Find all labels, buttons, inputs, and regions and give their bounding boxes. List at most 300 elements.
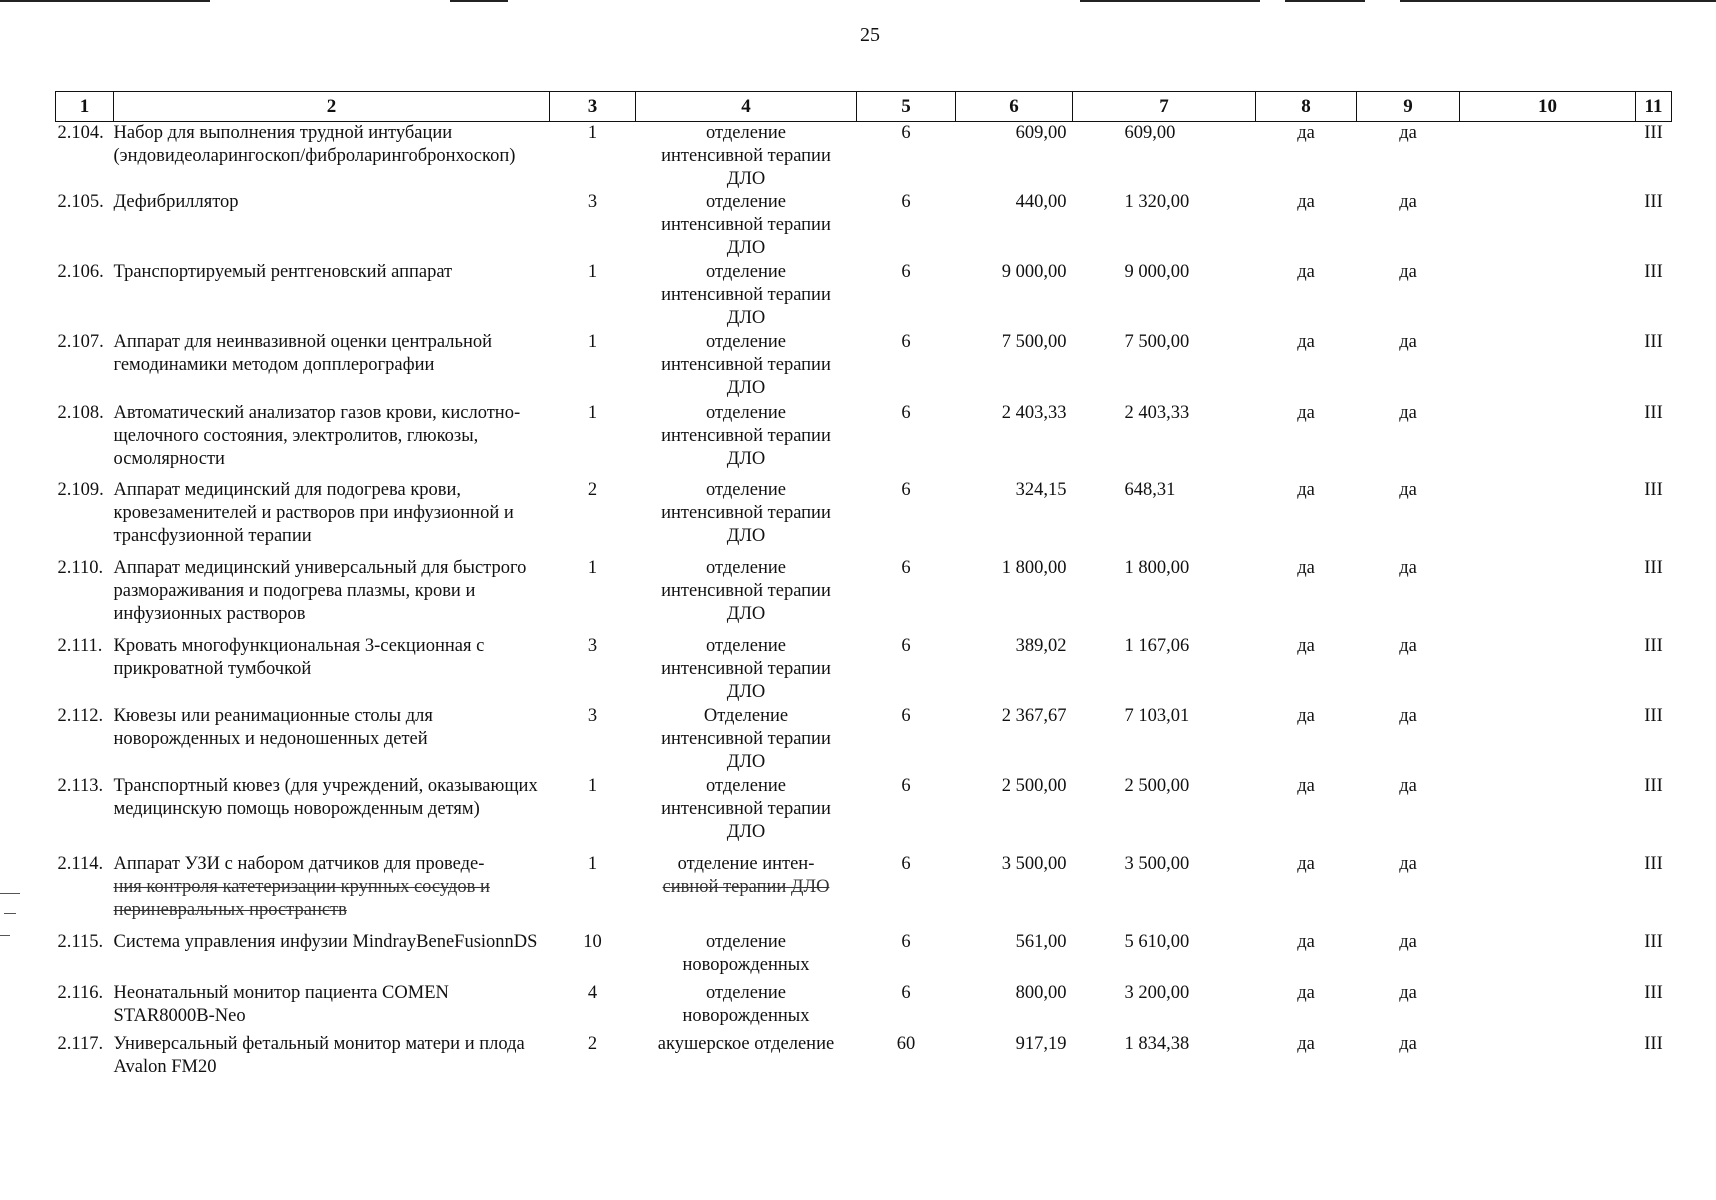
item-col8: [1256, 122, 1357, 192]
item-name-text: Система управления инфузии MindrayBeneFusionnDS: [113, 932, 538, 952]
item-col5: [857, 402, 956, 479]
item-total-text: 7 500,00: [1124, 332, 1190, 352]
item-number: [56, 982, 114, 1033]
item-number-text: 2.116.: [57, 983, 104, 1003]
item-name: [114, 1033, 550, 1093]
item-number-text: 2.107.: [57, 332, 104, 352]
item-total: [1073, 705, 1256, 775]
item-col11-text: III: [1644, 480, 1663, 500]
item-price: [956, 191, 1073, 261]
item-total: [1073, 402, 1256, 479]
item-col10: [1460, 191, 1636, 261]
item-number-text: 2.104.: [57, 123, 104, 143]
item-col8: [1256, 775, 1357, 853]
table-row: [56, 1033, 1672, 1093]
item-quantity: [550, 853, 636, 931]
item-price: [956, 982, 1073, 1033]
item-col8-text: да: [1297, 262, 1315, 282]
item-price-text: 389,02: [1015, 636, 1067, 656]
item-col5-text: 6: [901, 636, 911, 656]
item-col5: [857, 705, 956, 775]
item-department: [636, 191, 857, 261]
item-col9-text: да: [1399, 123, 1417, 143]
item-col8: [1256, 853, 1357, 931]
item-quantity-text: 1: [587, 776, 598, 796]
item-price-text: 324,15: [1015, 480, 1067, 500]
item-department: [636, 261, 857, 331]
item-col8-text: да: [1297, 123, 1315, 143]
item-department-struck-text: сивной терапии ДЛО: [662, 877, 830, 897]
top-edge-line: [450, 0, 508, 2]
item-total-text: 648,31: [1124, 480, 1176, 500]
item-quantity: [550, 705, 636, 775]
item-price-text: 2 367,67: [1001, 706, 1067, 726]
column-header: 3: [550, 92, 636, 122]
item-number-text: 2.111.: [57, 636, 103, 656]
item-total-text: 9 000,00: [1124, 262, 1190, 282]
item-department: [636, 1033, 857, 1093]
item-department-text: отделение новорожденных: [682, 983, 810, 1026]
item-col9-text: да: [1399, 558, 1417, 578]
item-col8: [1256, 931, 1357, 982]
item-department-text: акушерское отделение: [657, 1034, 835, 1054]
item-total-text: 1 320,00: [1124, 192, 1190, 212]
item-col11-text: III: [1644, 983, 1663, 1003]
item-col10: [1460, 402, 1636, 479]
item-col9-text: да: [1399, 706, 1417, 726]
item-total: [1073, 261, 1256, 331]
item-quantity: [550, 331, 636, 402]
item-total: [1073, 775, 1256, 853]
item-price-text: 7 500,00: [1001, 332, 1067, 352]
item-number-text: 2.110.: [57, 558, 104, 578]
item-col10: [1460, 261, 1636, 331]
item-number: [56, 331, 114, 402]
item-name: [114, 705, 550, 775]
table-row: [56, 705, 1672, 775]
item-col11: [1636, 853, 1672, 931]
item-total-text: 1 834,38: [1124, 1034, 1190, 1054]
item-price: [956, 261, 1073, 331]
item-col11-text: III: [1644, 403, 1663, 423]
item-total: [1073, 853, 1256, 931]
item-department: [636, 931, 857, 982]
item-col9: [1357, 557, 1460, 635]
item-col8: [1256, 191, 1357, 261]
item-col11: [1636, 705, 1672, 775]
item-total-text: 7 103,01: [1124, 706, 1190, 726]
item-col9: [1357, 122, 1460, 192]
item-name: [114, 931, 550, 982]
item-name: [114, 982, 550, 1033]
item-quantity: [550, 982, 636, 1033]
item-price-text: 440,00: [1015, 192, 1067, 212]
item-price: [956, 557, 1073, 635]
item-quantity: [550, 191, 636, 261]
item-quantity-text: 1: [587, 854, 598, 874]
item-col10: [1460, 331, 1636, 402]
item-total: [1073, 331, 1256, 402]
item-department-text: отделение интенсивной терапии ДЛО: [661, 332, 831, 398]
item-name-text: Кровать многофункциональная 3-секционная с прикроватной тумбочкой: [113, 636, 485, 679]
item-name: [114, 122, 550, 192]
item-total-text: 3 200,00: [1124, 983, 1190, 1003]
item-number: [56, 122, 114, 192]
item-total-text: 2 403,33: [1124, 403, 1190, 423]
item-col8: [1256, 982, 1357, 1033]
item-department-text: отделение интенсивной терапии ДЛО: [661, 480, 831, 546]
item-department-text: отделение интенсивной терапии ДЛО: [661, 636, 831, 702]
item-number-text: 2.113.: [57, 776, 104, 796]
item-quantity-text: 2: [587, 1034, 598, 1054]
item-quantity-text: 3: [587, 636, 598, 656]
item-col9-text: да: [1399, 403, 1417, 423]
item-col11: [1636, 122, 1672, 192]
table-row: [56, 982, 1672, 1033]
item-number: [56, 853, 114, 931]
item-col11-text: III: [1644, 332, 1663, 352]
column-header: 5: [857, 92, 956, 122]
item-department-text: отделение интенсивной терапии ДЛО: [661, 403, 831, 469]
item-col5-text: 6: [901, 706, 911, 726]
item-name-text: Аппарат медицинский для подогрева крови, кровезаменителей и растворов при инфузионной и трансфузионной терапии: [113, 480, 514, 546]
item-col8: [1256, 1033, 1357, 1093]
item-col9-text: да: [1399, 983, 1417, 1003]
item-total-text: 5 610,00: [1124, 932, 1190, 952]
item-quantity: [550, 557, 636, 635]
item-col8: [1256, 402, 1357, 479]
item-col8: [1256, 479, 1357, 557]
item-quantity-text: 2: [587, 480, 598, 500]
item-quantity-text: 1: [587, 403, 598, 423]
item-total-text: 2 500,00: [1124, 776, 1190, 796]
item-col5-text: 60: [896, 1034, 916, 1054]
item-col11: [1636, 931, 1672, 982]
item-quantity-text: 1: [587, 558, 598, 578]
column-header: 4: [636, 92, 857, 122]
item-total: [1073, 982, 1256, 1033]
item-name: [114, 635, 550, 705]
item-col9-text: да: [1399, 636, 1417, 656]
margin-mark: [0, 935, 10, 936]
item-department: [636, 122, 857, 192]
item-col11-text: III: [1644, 932, 1663, 952]
item-department: [636, 331, 857, 402]
table-row: [56, 557, 1672, 635]
item-quantity: [550, 122, 636, 192]
item-col5-text: 6: [901, 123, 911, 143]
item-col5-text: 6: [901, 558, 911, 578]
item-name: [114, 402, 550, 479]
item-col9-text: да: [1399, 332, 1417, 352]
item-col9: [1357, 635, 1460, 705]
item-price-text: 2 500,00: [1001, 776, 1067, 796]
item-col5: [857, 1033, 956, 1093]
item-price-text: 1 800,00: [1001, 558, 1067, 578]
item-col9: [1357, 982, 1460, 1033]
item-quantity-text: 1: [587, 262, 598, 282]
item-department-text: отделение новорожденных: [682, 932, 810, 975]
item-quantity: [550, 402, 636, 479]
item-col9-text: да: [1399, 192, 1417, 212]
item-col11: [1636, 331, 1672, 402]
item-col8: [1256, 261, 1357, 331]
item-col10: [1460, 982, 1636, 1033]
item-col5-text: 6: [901, 776, 911, 796]
item-quantity: [550, 261, 636, 331]
item-name-text: Транспортируемый рентгеновский аппарат: [113, 262, 453, 282]
item-name: [114, 557, 550, 635]
item-quantity: [550, 775, 636, 853]
item-quantity-text: 1: [587, 332, 598, 352]
item-col8: [1256, 635, 1357, 705]
item-col9: [1357, 191, 1460, 261]
item-col5-text: 6: [901, 332, 911, 352]
table-row: [56, 261, 1672, 331]
item-quantity-text: 3: [587, 706, 598, 726]
item-col9: [1357, 853, 1460, 931]
item-col8-text: да: [1297, 480, 1315, 500]
column-header: 9: [1357, 92, 1460, 122]
item-col10: [1460, 635, 1636, 705]
item-department-text: Отделение интенсивной терапии ДЛО: [661, 706, 831, 772]
item-number: [56, 635, 114, 705]
table-body: [56, 122, 1672, 1094]
item-col9-text: да: [1399, 932, 1417, 952]
item-name-text: Кювезы или реанимационные столы для новорожденных и недоношенных детей: [113, 706, 433, 749]
top-edge-line: [0, 0, 210, 2]
table-row: [56, 402, 1672, 479]
column-header: 8: [1256, 92, 1357, 122]
item-col5-text: 6: [901, 480, 911, 500]
item-col11: [1636, 1033, 1672, 1093]
item-col8: [1256, 331, 1357, 402]
item-col10: [1460, 557, 1636, 635]
item-number: [56, 191, 114, 261]
page-number: 25: [860, 24, 880, 46]
column-header: 7: [1073, 92, 1256, 122]
item-price: [956, 331, 1073, 402]
item-col5: [857, 261, 956, 331]
item-department: [636, 402, 857, 479]
item-total: [1073, 122, 1256, 192]
item-number-text: 2.115.: [57, 932, 104, 952]
item-name: [114, 261, 550, 331]
item-col8-text: да: [1297, 706, 1315, 726]
item-price: [956, 705, 1073, 775]
item-name-text: Аппарат УЗИ с набором датчиков для проведе-: [113, 854, 485, 874]
item-col5: [857, 191, 956, 261]
item-price: [956, 853, 1073, 931]
item-total-text: 1 167,06: [1124, 636, 1190, 656]
item-name-text: Набор для выполнения трудной интубации (эндовидеоларингоскоп/фиброларингобронхоскоп): [113, 123, 516, 166]
item-col11-text: III: [1644, 192, 1663, 212]
item-total: [1073, 191, 1256, 261]
item-col5-text: 6: [901, 854, 911, 874]
item-col5: [857, 775, 956, 853]
item-col9: [1357, 705, 1460, 775]
item-col8-text: да: [1297, 854, 1315, 874]
item-price: [956, 122, 1073, 192]
item-col5: [857, 931, 956, 982]
item-col10: [1460, 1033, 1636, 1093]
item-col11-text: III: [1644, 558, 1663, 578]
item-department-text: отделение интен-: [677, 854, 815, 874]
margin-mark: [4, 913, 16, 914]
item-department: [636, 853, 857, 931]
item-number: [56, 931, 114, 982]
item-name: [114, 775, 550, 853]
item-col11: [1636, 191, 1672, 261]
item-col8-text: да: [1297, 403, 1315, 423]
item-name-text: Аппарат медицинский универсальный для быстрого размораживания и подогрева плазмы, крови и инфузионных растворов: [113, 558, 527, 624]
item-col11-text: III: [1644, 262, 1663, 282]
margin-mark: [0, 893, 20, 894]
item-name: [114, 479, 550, 557]
item-number: [56, 1033, 114, 1093]
item-price-text: 9 000,00: [1001, 262, 1067, 282]
column-header: 10: [1460, 92, 1636, 122]
item-col11: [1636, 402, 1672, 479]
item-name-struck-text: ния контроля катетеризации крупных сосудов и периневральных пространств: [113, 877, 490, 920]
item-col8: [1256, 557, 1357, 635]
item-col11-text: III: [1644, 123, 1663, 143]
item-col9: [1357, 331, 1460, 402]
column-header: 6: [956, 92, 1073, 122]
item-col11-text: III: [1644, 706, 1663, 726]
item-name: [114, 853, 550, 931]
item-col9-text: да: [1399, 854, 1417, 874]
item-col9: [1357, 931, 1460, 982]
item-col9: [1357, 479, 1460, 557]
item-col9: [1357, 261, 1460, 331]
item-department: [636, 775, 857, 853]
item-col8-text: да: [1297, 776, 1315, 796]
item-col10: [1460, 775, 1636, 853]
item-number-text: 2.109.: [57, 480, 104, 500]
table-row: [56, 853, 1672, 931]
item-name: [114, 331, 550, 402]
item-col9: [1357, 1033, 1460, 1093]
item-col5: [857, 331, 956, 402]
item-col10: [1460, 705, 1636, 775]
column-header: 11: [1636, 92, 1672, 122]
item-number: [56, 479, 114, 557]
item-col11: [1636, 982, 1672, 1033]
item-number-text: 2.106.: [57, 262, 104, 282]
item-department: [636, 635, 857, 705]
item-col5: [857, 479, 956, 557]
table-row: [56, 191, 1672, 261]
table-row: [56, 122, 1672, 192]
item-col8-text: да: [1297, 192, 1315, 212]
item-price: [956, 1033, 1073, 1093]
top-edge-line: [1400, 0, 1716, 2]
item-col8-text: да: [1297, 636, 1315, 656]
item-quantity-text: 4: [587, 983, 598, 1003]
item-col5-text: 6: [901, 983, 911, 1003]
item-quantity: [550, 479, 636, 557]
item-col8-text: да: [1297, 332, 1315, 352]
item-name-text: Дефибриллятор: [113, 192, 239, 212]
item-quantity-text: 3: [587, 192, 598, 212]
item-department-text: отделение интенсивной терапии ДЛО: [661, 776, 831, 842]
item-name-text: Неонатальный монитор пациента COMEN STAR8000B-Neo: [113, 983, 449, 1026]
item-price: [956, 479, 1073, 557]
item-department-text: отделение интенсивной терапии ДЛО: [661, 192, 831, 258]
item-col11: [1636, 557, 1672, 635]
item-price-text: 3 500,00: [1001, 854, 1067, 874]
table-row: [56, 479, 1672, 557]
item-quantity-text: 10: [583, 932, 602, 952]
item-col11: [1636, 775, 1672, 853]
item-col10: [1460, 853, 1636, 931]
item-total: [1073, 635, 1256, 705]
item-quantity: [550, 931, 636, 982]
item-col5: [857, 853, 956, 931]
item-col11-text: III: [1644, 1034, 1663, 1054]
item-total-text: 609,00: [1124, 123, 1176, 143]
item-col8-text: да: [1297, 932, 1315, 952]
item-number-text: 2.112.: [57, 706, 104, 726]
item-total: [1073, 931, 1256, 982]
table-row: [56, 635, 1672, 705]
item-col9: [1357, 402, 1460, 479]
item-col5: [857, 557, 956, 635]
item-col5: [857, 122, 956, 192]
item-price-text: 609,00: [1015, 123, 1067, 143]
table-row: [56, 331, 1672, 402]
item-number: [56, 557, 114, 635]
item-total: [1073, 1033, 1256, 1093]
item-col8-text: да: [1297, 558, 1315, 578]
item-number-text: 2.108.: [57, 403, 104, 423]
item-col11: [1636, 635, 1672, 705]
item-col5: [857, 635, 956, 705]
item-col10: [1460, 479, 1636, 557]
column-header: 2: [114, 92, 550, 122]
table-row: [56, 775, 1672, 853]
item-department: [636, 982, 857, 1033]
item-col8: [1256, 705, 1357, 775]
item-number: [56, 261, 114, 331]
item-name-text: Универсальный фетальный монитор матери и плода Avalon FM20: [113, 1034, 525, 1077]
item-col11: [1636, 479, 1672, 557]
item-col5-text: 6: [901, 932, 911, 952]
item-name-text: Транспортный кювез (для учреждений, оказывающих медицинскую помощь новорожденным детям): [113, 776, 538, 819]
item-quantity: [550, 1033, 636, 1093]
header-row: [56, 92, 1672, 122]
item-col5-text: 6: [901, 192, 911, 212]
equipment-table: [55, 91, 1672, 1093]
item-total: [1073, 479, 1256, 557]
item-number-text: 2.117.: [57, 1034, 104, 1054]
item-number-text: 2.114.: [57, 854, 104, 874]
item-number: [56, 402, 114, 479]
item-name-text: Автоматический анализатор газов крови, кислотно-щелочного состояния, электролитов, глюкозы, осмолярности: [113, 403, 521, 469]
top-edge-line: [1285, 0, 1365, 2]
item-col5: [857, 982, 956, 1033]
column-header: 1: [56, 92, 114, 122]
item-col11-text: III: [1644, 854, 1663, 874]
item-quantity-text: 1: [587, 123, 598, 143]
item-number-text: 2.105.: [57, 192, 104, 212]
item-col5-text: 6: [901, 262, 911, 282]
item-department: [636, 479, 857, 557]
item-col9-text: да: [1399, 262, 1417, 282]
item-col10: [1460, 122, 1636, 192]
top-edge-line: [1080, 0, 1260, 2]
